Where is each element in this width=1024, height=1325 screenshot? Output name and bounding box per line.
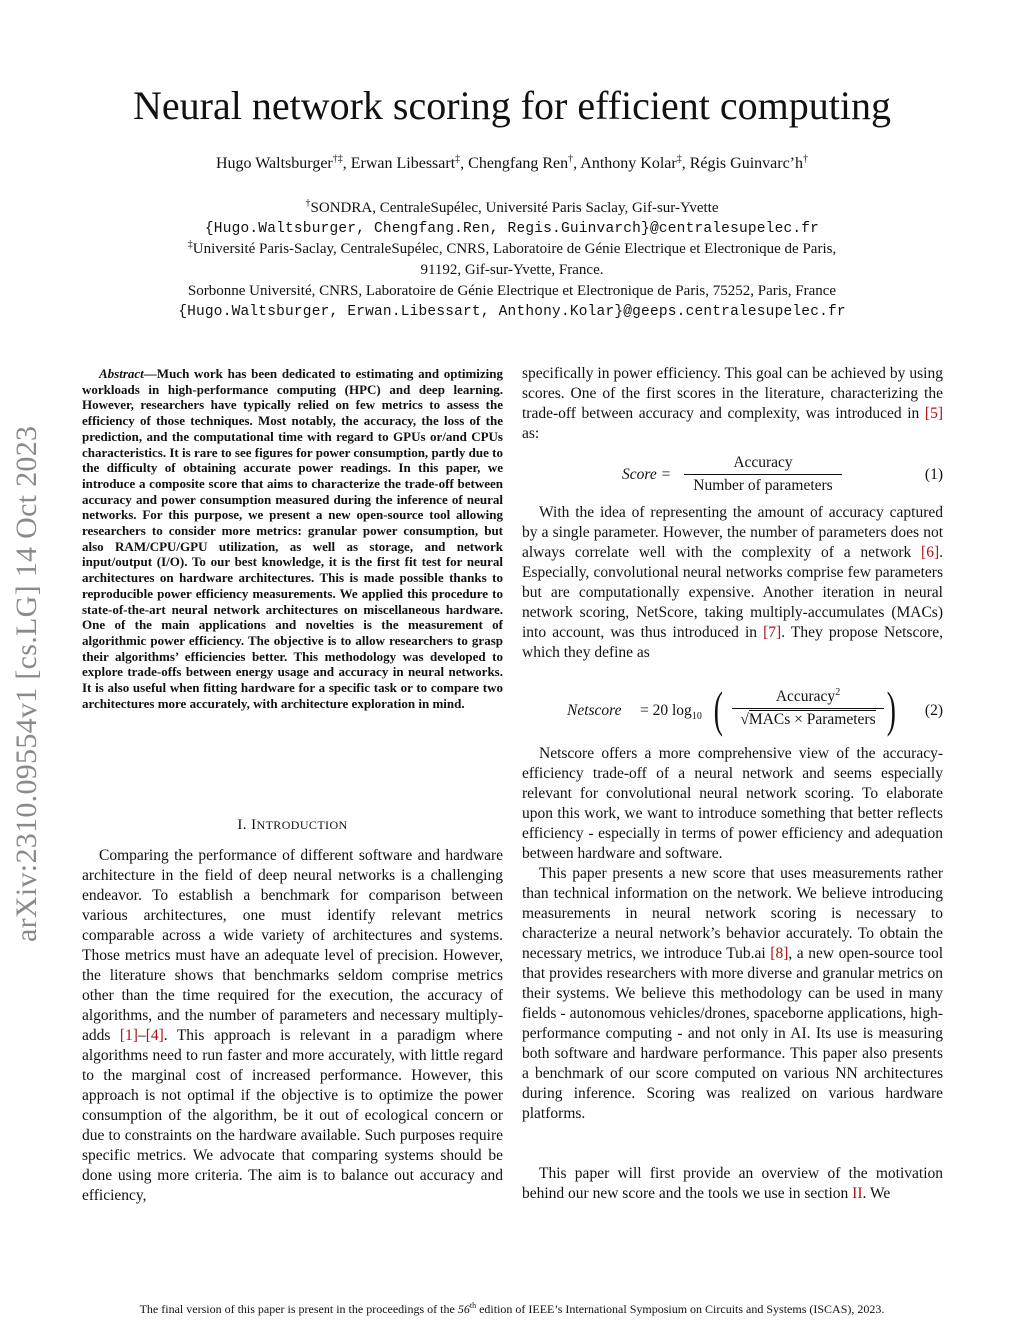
fraction-numerator: Accuracy [733, 454, 793, 471]
fraction-denominator: Number of parameters [693, 477, 833, 494]
fraction-denominator [732, 711, 884, 729]
affiliation-text: Université Paris-Saclay, CentraleSupélec, CNRS, Laboratoire de Génie Electrique et Electronique de Paris, [192, 241, 837, 257]
affiliation-mark: † [305, 198, 311, 209]
citation-link[interactable]: [4] [145, 1027, 164, 1044]
sqrt-icon: √ [740, 711, 749, 728]
affiliation-3-email: {Hugo.Waltsburger, Erwan.Libessart, Anthony.Kolar}@geeps.centralesupelec.fr [178, 304, 846, 320]
citation-link[interactable]: [6] [921, 544, 940, 561]
paragraph-text: . Especially, convolutional neural networks comprise few parameters but are computationally expensive. Another iteration in neural network scoring, NetScore, taking multiply-accumulates (MACs) into account, was thus introduced in [522, 544, 943, 641]
abstract-dash: — [143, 366, 157, 381]
paragraph-text: specifically in power efficiency. This goal can be achieved by using scores. One of the first scores in the literature, characterizing the trade-off between accuracy and complexity, was introduced in [522, 365, 943, 422]
numerator-exponent: 2 [835, 686, 841, 698]
right-paragraph-1 [522, 503, 943, 663]
author-name: Régis Guinvarc’h [689, 155, 804, 172]
paragraph-text: . They propose Netscore, which they define as [522, 624, 943, 661]
section-title-rest: NTRODUCTION [256, 818, 348, 832]
arxiv-stamp: arXiv:2310.09554v1 [cs.LG] 14 Oct 2023 [10, 425, 43, 942]
abstract-label: Abstract [99, 366, 144, 381]
paragraph-text: This paper will first provide an overview of the motivation behind our new score and the tools we use in section [522, 1165, 943, 1202]
numerator-text: Accuracy [775, 688, 836, 705]
citation-link[interactable]: [7] [763, 624, 782, 641]
equation-lhs: Netscore [567, 702, 622, 719]
equation-log [640, 702, 702, 722]
affiliation-1-email: {Hugo.Waltsburger, Chengfang.Ren, Regis.Guinvarch}@centralesupelec.fr [204, 221, 820, 237]
equation-number: (1) [924, 466, 943, 483]
citation-separator: – [137, 1027, 146, 1044]
section-number: I. [237, 817, 252, 833]
section-link[interactable]: II [852, 1185, 863, 1202]
right-paragraph-3 [522, 864, 943, 1124]
author-list: Hugo Waltsburger†‡, Erwan Libessart‡, Chengfang Ren†, Anthony Kolar‡, Régis Guinvarc’h† [215, 153, 809, 172]
equation-log-base: 10 [691, 711, 702, 723]
right-paragraph-2: Netscore offers a more comprehensive view of the accuracy-efficiency trade-off of a neural network and seems especially relevant for convolutional neural network scoring. To elaborate upon this work, we want to introduce something that better reflects efficiency - especially in terms of power efficiency and adequation between hardware and software. [522, 745, 943, 862]
paragraph-text: Comparing the performance of different software and hardware architecture in the field of deep neural networks is a challenging endeavor. To establish a benchmark for comparison between various architectures, one must identify relevant metrics comparable across a wide variety of architectures and systems. Those metrics must have an adequate level of precision. However, the literature shows that benchmarks seldom comprise metrics other than the time required for the execution, the accuracy of algorithms, and the number of parameters and necessary multiply-adds [82, 847, 503, 1044]
left-paren-icon: ( [713, 681, 723, 737]
footer-text: The final version of this paper is present in the proceedings of the [139, 1302, 458, 1316]
abstract [82, 366, 503, 711]
fraction-numerator [732, 688, 884, 706]
affiliation-1 [0, 200, 1024, 217]
equation-fraction [684, 454, 842, 495]
affiliation-2-line2: 91192, Gif-sur-Yvette, France. [420, 262, 604, 278]
affiliation-text: SONDRA, CentraleSupélec, Université Paris Saclay, Gif-sur-Yvette [310, 200, 719, 216]
author-name: Erwan Libessart [350, 155, 456, 172]
intro-paragraph [82, 846, 503, 1206]
author-mark: †‡ [332, 153, 343, 165]
citation-link[interactable]: [8] [770, 945, 789, 962]
equation-log-text: = 20 log [640, 702, 692, 719]
fraction-bar [732, 708, 884, 709]
footer-note [0, 1302, 1024, 1317]
author-mark: ‡ [676, 153, 682, 165]
footer-edition: 56 [457, 1302, 470, 1316]
equation-1 [522, 454, 943, 504]
citation-link[interactable]: [1] [119, 1027, 138, 1044]
citation-link[interactable]: [5] [924, 405, 943, 422]
radicand: MACs × Parameters [748, 711, 876, 728]
equation-number: (2) [924, 702, 943, 719]
right-paragraph-4 [522, 1164, 943, 1204]
affiliation-3: Sorbonne Université, CNRS, Laboratoire de Génie Electrique et Electronique de Paris, 75252, Paris, France [187, 283, 837, 299]
paragraph-text: , a new open-source tool that provides researchers with more diverse and granular metrics on their systems. We believe this methodology can be used in many fields - autonomous vehicles/drones, spaceborne applications, high-performance computing - and not only in AI. Its use is measuring both software and hardware performance. This paper also presents a benchmark of our score computed on various NN architectures during inference. Scoring was realized on various hardware platforms. [522, 945, 943, 1122]
author-mark: † [803, 153, 809, 165]
footer-text: edition of IEEE’s International Symposium on Circuits and Systems (ISCAS), 2023. [476, 1302, 885, 1316]
author-name: Chengfang Ren [468, 155, 569, 172]
paragraph-text: as: [522, 425, 540, 442]
paragraph-text: . This approach is relevant in a paradigm where algorithms need to run faster and more accurately, with little regard to the marginal cost of increased performance. However, this approach is not optimal if the objective is to optimize the power consumption of the algorithm, be it out of ecological concern or due to constraints on the hardware available. Such purposes require specific metrics. We advocate that comparing systems should be done using more criteria. The aim is to balance out accuracy and efficiency, [82, 1027, 503, 1204]
author-name: Hugo Waltsburger [215, 155, 333, 172]
author-mark: ‡ [455, 153, 461, 165]
footer-edition-suffix: th [469, 1301, 477, 1310]
affiliation-2 [0, 241, 1024, 258]
section-heading-introduction [82, 817, 503, 834]
fraction-bar [684, 474, 842, 475]
author-mark: † [568, 153, 574, 165]
right-paren-icon: ) [886, 681, 896, 737]
author-name: Anthony Kolar [580, 155, 677, 172]
paragraph-text: This paper presents a new score that uses measurements rather than technical information on the network. We believe introducing measurements in neural network scoring is necessary to characterize a neural network’s behavior accurately. To obtain the necessary metrics, we introduce Tub.ai [522, 865, 943, 962]
section-title-initial: I [251, 817, 257, 833]
abstract-text: Much work has been dedicated to estimating and optimizing workloads in high-performance computing (HPC) and deep learning. However, researchers have typically relied on few metrics to assess the efficiency of those techniques. Most notably, the accuracy, the loss of the prediction, and the computational time with regard to GPUs or/and CPUs characteristics. It is rare to see figures for power consumption, partly due to the difficulty of obtaining accurate power readings. In this paper, we introduce a composite score that aims to characterize the trade-off between accuracy and power consumption measured during the inference of neural networks. For this purpose, we present a new open-source tool allowing researchers to consider more metrics: granular power consumption, but also RAM/CPU/GPU utilization, as well as storage, and network input/output (I/O). To our best knowledge, it is the first fit test for neural architectures on hardware architectures. This is made possible thanks to reproducible power efficiency measurements. We applied this procedure to state-of-the-art neural network architectures on miscellaneous hardware. One of the main applications and novelties is the measurement of algorithmic power efficiency. The objective is to allow researchers to grasp their algorithms’ efficiencies better. This methodology was developed to explore trade-offs between energy usage and accuracy in neural networks. It is also useful when fitting hardware for a specific task or to compare two architectures more accurately, with architecture exploration in mind. [82, 366, 503, 711]
equation-lhs: Score = [622, 466, 672, 483]
right-paragraph-0 [522, 364, 943, 444]
paper-title: Neural network scoring for efficient computing [133, 83, 891, 128]
equation-2 [522, 681, 943, 740]
paragraph-text: With the idea of representing the amount of accuracy captured by a single parameter. However, the number of parameters does not always correlate well with the complexity of a network [522, 504, 943, 561]
equation-fraction [732, 688, 884, 729]
paragraph-text: . We [862, 1185, 891, 1202]
affiliation-mark: ‡ [187, 239, 193, 250]
